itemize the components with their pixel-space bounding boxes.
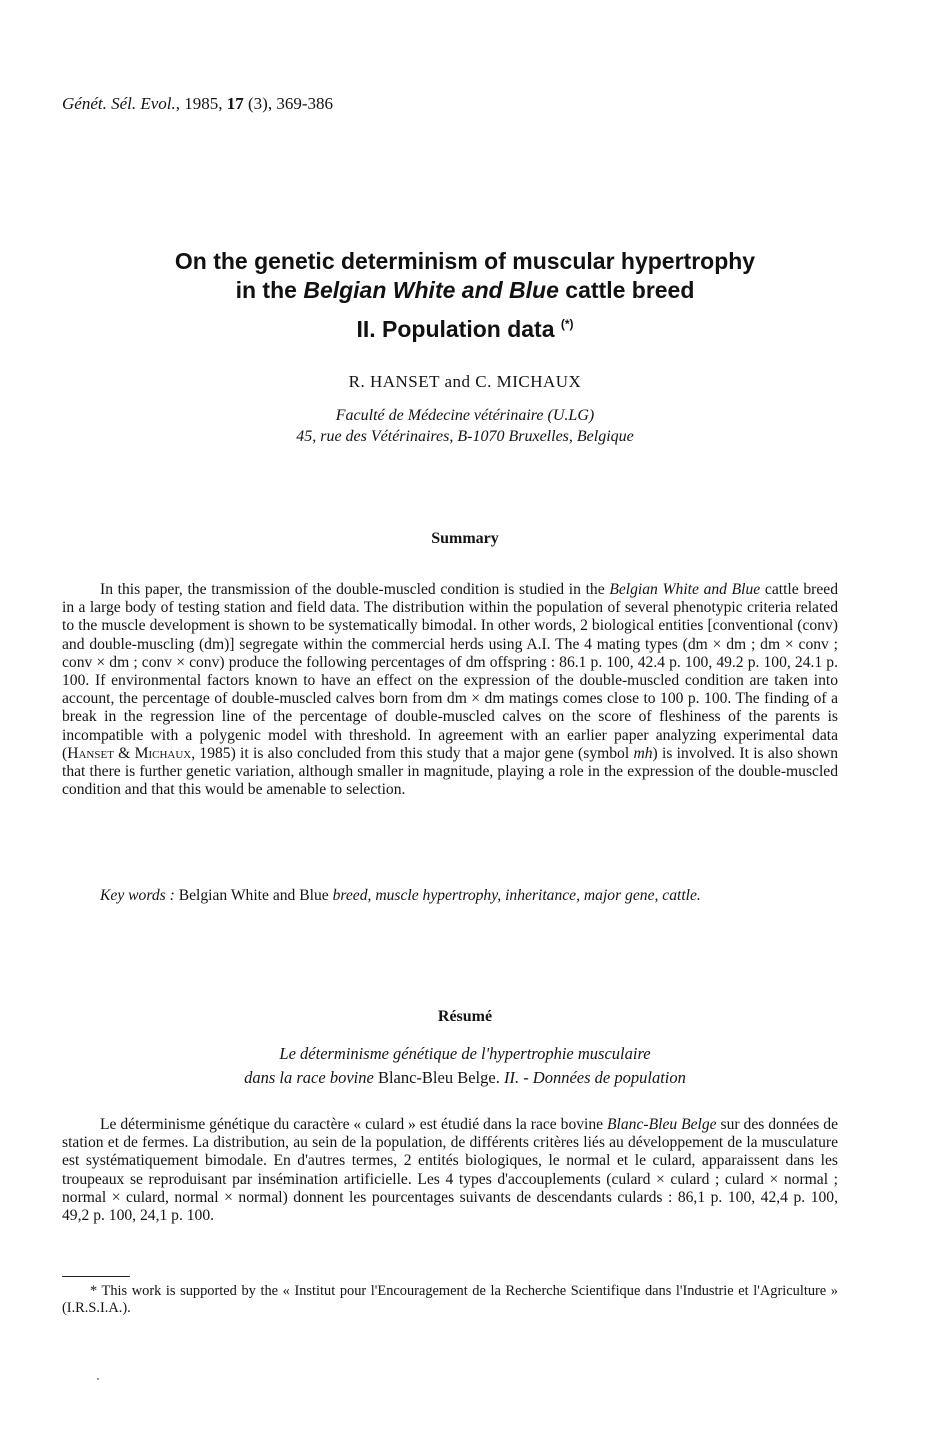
resume-lead: Le déterminisme génétique du caractère « culard » est étudié dans la race bovine <box>100 1116 604 1133</box>
resume-heading: Résumé <box>437 1008 493 1025</box>
subtitle-text: II. Population data <box>356 316 555 342</box>
title-line-1: On the genetic determinism of muscular hypertrophy <box>174 248 756 274</box>
affiliation-line-2: 45, rue des Vétérinaires, B-1070 Bruxelles, Belgique <box>296 428 634 445</box>
footnote: * This work is supported by the « Institut pour l'Encouragement de la Recherche Scientifique dans l'Industrie et l'Agriculture » (I.R.S.I.A.). <box>62 1283 838 1316</box>
summary-tail-1: , 1985) it is also concluded from this study that a major gene (symbol <box>191 744 630 762</box>
resume-body <box>62 1116 838 1225</box>
keywords <box>62 887 838 905</box>
summary-cite-author: Hanset & Michaux <box>67 744 192 762</box>
title-line-2-pre: in the <box>235 277 297 303</box>
citation-issue-pages: (3), 369-386 <box>248 94 333 113</box>
resume-subtitle-2 <box>0 1068 930 1088</box>
citation-line <box>62 94 333 114</box>
journal-name: Génét. Sél. Evol., <box>62 94 181 113</box>
footnote-rule <box>62 1276 130 1277</box>
title-line-2 <box>0 277 930 304</box>
title-line-3 <box>0 316 930 343</box>
keywords-list: breed, muscle hypertrophy, inheritance, major gene, cattle. <box>332 887 701 904</box>
citation-volume: 17 <box>226 94 244 113</box>
resume-breed: Blanc-Bleu Belge <box>607 1116 717 1133</box>
resume-subtitle-2-post: II. - Données de population <box>503 1068 686 1087</box>
resume-rest: sur des données de station et de fermes. La distribution, au sein de la population, de différents critères liés au développement de la musculature est systématiquement bimodale. En d'autres termes, 2 entités biologiques, le normal et le culard, apparaissent dans les troupeaux se reproduisant par insémination artificielle. Les 4 types d'accouplements (culard × culard ; culard × normal ; normal × culard, normal × normal) donnent les pourcentages suivants de descendants culards : 86,1 p. 100, 42,4 p. 100, 49,2 p. 100, 24,1 p. 100. <box>62 1116 838 1225</box>
footnote-marker: (*) <box>560 317 574 331</box>
summary-gene-symbol: mh <box>633 744 653 762</box>
keywords-label: Key words : <box>100 887 175 904</box>
summary-body <box>62 581 838 799</box>
affiliation-line-1: Faculté de Médecine vétérinaire (U.LG) <box>335 407 595 424</box>
summary-mid: cattle breed in a large body of testing station and field data. The distribution within the population of several phenotypic criteria related to the muscle development is shown to be systematically bimodal. In other words, 2 biological entities [conventional (conv) and double-muscling (dm)] segregate within the commercial herds using A.I. The 4 mating types (dm × dm ; dm × conv ; conv × dm ; conv × conv) produce the following percentages of dm offspring : 86.1 p. 100, 42.4 p. 100, 49.2 p. 100, 24.1 p. 100. If environmental factors known to have an effect on the expression of the double-muscled condition are taken into account, the percentage of double-muscled calves born from dm × dm matings comes close to 100 p. 100. The finding of a break in the regression line of the percentage of double-muscled calves on the score of fleshiness of the parents is incompatible with a polygenic model with threshold. In agreement with an earlier paper analyzing experimental data ( <box>62 581 838 762</box>
authors: R. HANSET and C. MICHAUX <box>348 372 582 391</box>
summary-tail-2: ) is involved. It is also shown that there is further genetic variation, although smaller in magnitude, playing a role in the expression of the double-muscled condition and that this would be amenable to selection. <box>62 744 838 799</box>
summary-breed: Belgian White and Blue <box>609 581 761 598</box>
keywords-roman: Belgian White and Blue <box>178 887 329 904</box>
summary-heading: Summary <box>431 530 499 547</box>
resume-subtitle-2-breed: Blanc-Bleu Belge. <box>377 1068 500 1087</box>
summary-lead: In this paper, the transmission of the double-muscled condition is studied in the <box>100 581 605 598</box>
scan-speck <box>97 1378 99 1380</box>
title-breed-name: Belgian White and Blue <box>303 277 559 303</box>
citation-year: 1985, <box>184 94 223 113</box>
title-line-2-post: cattle breed <box>565 277 695 303</box>
resume-subtitle-2-pre: dans la race bovine <box>244 1068 374 1087</box>
resume-subtitle-1: Le déterminisme génétique de l'hypertrophie musculaire <box>279 1044 651 1063</box>
